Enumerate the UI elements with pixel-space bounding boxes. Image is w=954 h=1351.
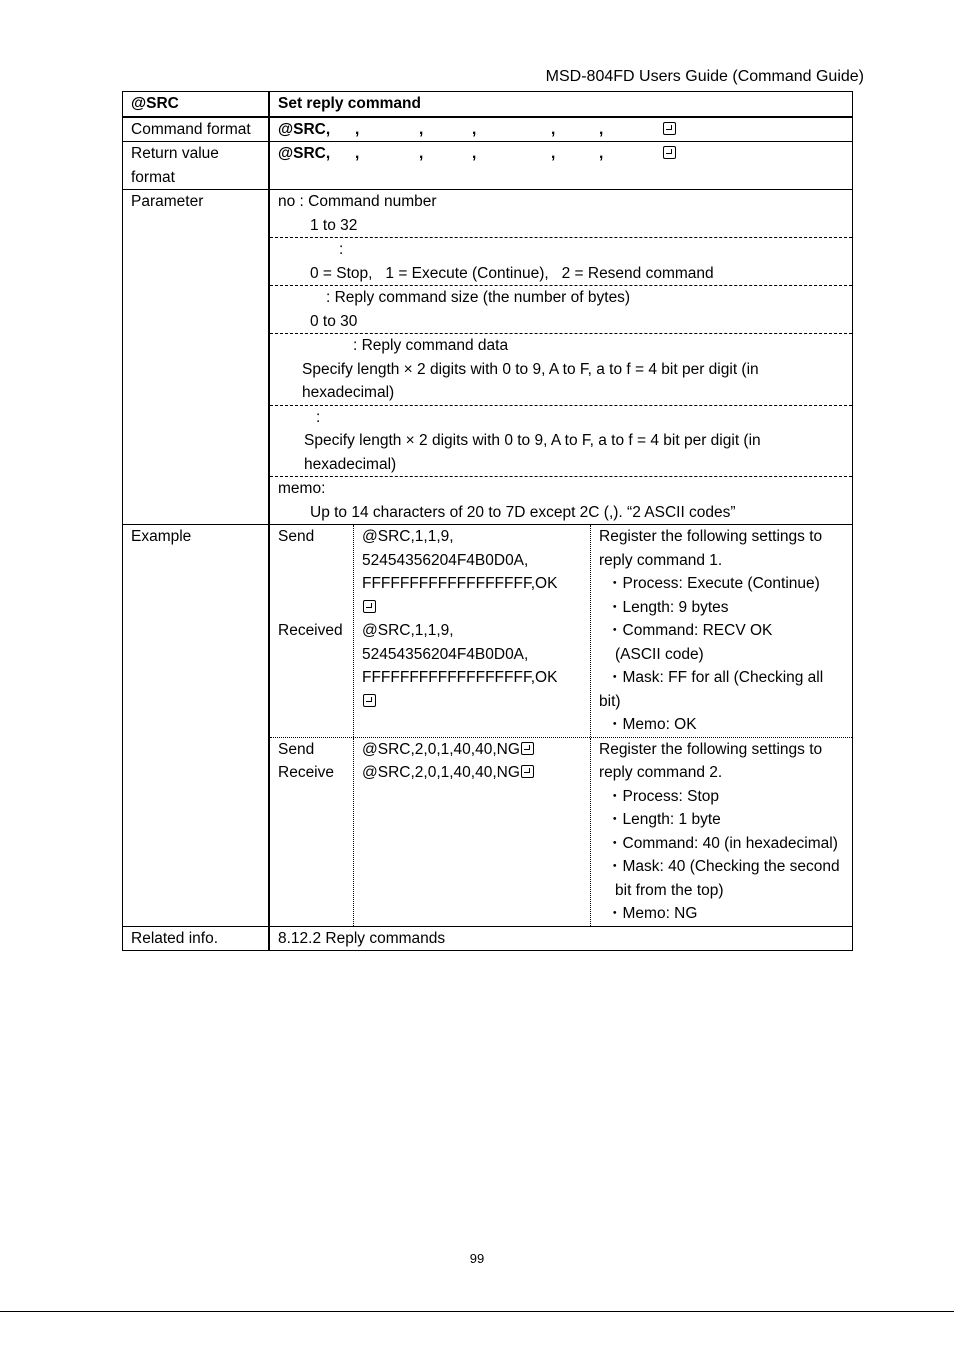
command-format-label: Command format — [123, 118, 270, 142]
footer-divider — [0, 1311, 954, 1312]
received-label: Received — [278, 622, 343, 639]
received-command-line: @SRC,1,1,9, — [362, 622, 454, 639]
param-process: : 0 = Stop, 1 = Execute (Continue), 2 = Resend command — [270, 237, 852, 285]
command-format-row — [123, 116, 852, 142]
param-data: : Reply command data Specify length × 2 digits with 0 to 9, A to F, a to f = 4 bit per digit (in hexadecimal) — [270, 333, 852, 405]
example-row — [123, 524, 852, 926]
return-format-label: Return value format — [123, 142, 270, 189]
param-length: : Reply command size (the number of bytes) 0 to 30 — [270, 285, 852, 333]
enter-key-icon — [663, 122, 676, 135]
param-memo: memo: Up to 14 characters of 20 to 7D except 2C (,). “2 ASCII codes” — [270, 476, 852, 524]
enter-key-icon — [521, 765, 534, 778]
send-label: Send — [278, 528, 315, 545]
command-name: @SRC — [123, 92, 270, 116]
example-2 — [270, 737, 852, 926]
page-number: 99 — [469, 1251, 485, 1266]
command-format-value: @SRC, , , , , , — [278, 118, 844, 142]
parameter-label: Parameter — [123, 190, 270, 524]
related-info-label: Related info. — [123, 927, 270, 951]
enter-key-icon — [363, 694, 376, 707]
return-format-value: @SRC, , , , , , — [278, 142, 844, 166]
enter-key-icon — [521, 742, 534, 755]
receive-command-line: @SRC,2,0,1,40,40,NG — [362, 764, 520, 781]
example-label: Example — [123, 525, 270, 926]
enter-key-icon — [663, 146, 676, 159]
related-info-row — [123, 926, 852, 951]
received-command-line: FFFFFFFFFFFFFFFFFF,OK — [362, 669, 558, 686]
parameter-row — [123, 189, 852, 524]
command-table — [122, 91, 853, 951]
example-1 — [270, 525, 852, 737]
send-command-line: 52454356204F4B0D0A, — [362, 551, 529, 569]
send-command-line: @SRC,2,0,1,40,40,NG — [362, 740, 520, 758]
param-mask: : Specify length × 2 digits with 0 to 9, A to F, a to f = 4 bit per digit (in hexadecimal) — [270, 405, 852, 477]
send-command-line: FFFFFFFFFFFFFFFFFF,OK — [362, 575, 558, 592]
command-title: Set reply command — [278, 95, 421, 112]
param-no: no : Command number 1 to 32 — [278, 193, 437, 234]
example-2-description: Register the following settings to reply command 2. ・Process: Stop ・Length: 1 byte ・Command: 40 (in hexadecimal) ・Mask: 40 (Checking the second bit from the top) ・Memo: NG — [599, 740, 840, 922]
received-command-line: 52454356204F4B0D0A, — [362, 645, 529, 663]
enter-key-icon — [363, 600, 376, 613]
document-header-title: MSD-804FD Users Guide (Command Guide) — [545, 68, 864, 85]
send-label: Send — [278, 740, 315, 758]
return-format-row — [123, 141, 852, 189]
receive-label: Receive — [278, 764, 334, 781]
related-info-link: 8.12.2 Reply commands — [278, 929, 446, 947]
example-1-description: Register the following settings to reply command 1. ・Process: Execute (Continue) ・Length: 9 bytes ・Command: RECV OK (ASCII code) ・Mask: FF for all (Checking all bit) ・Memo: OK — [599, 528, 824, 733]
table-head-row — [123, 92, 852, 116]
send-command-line: @SRC,1,1,9, — [362, 528, 454, 545]
